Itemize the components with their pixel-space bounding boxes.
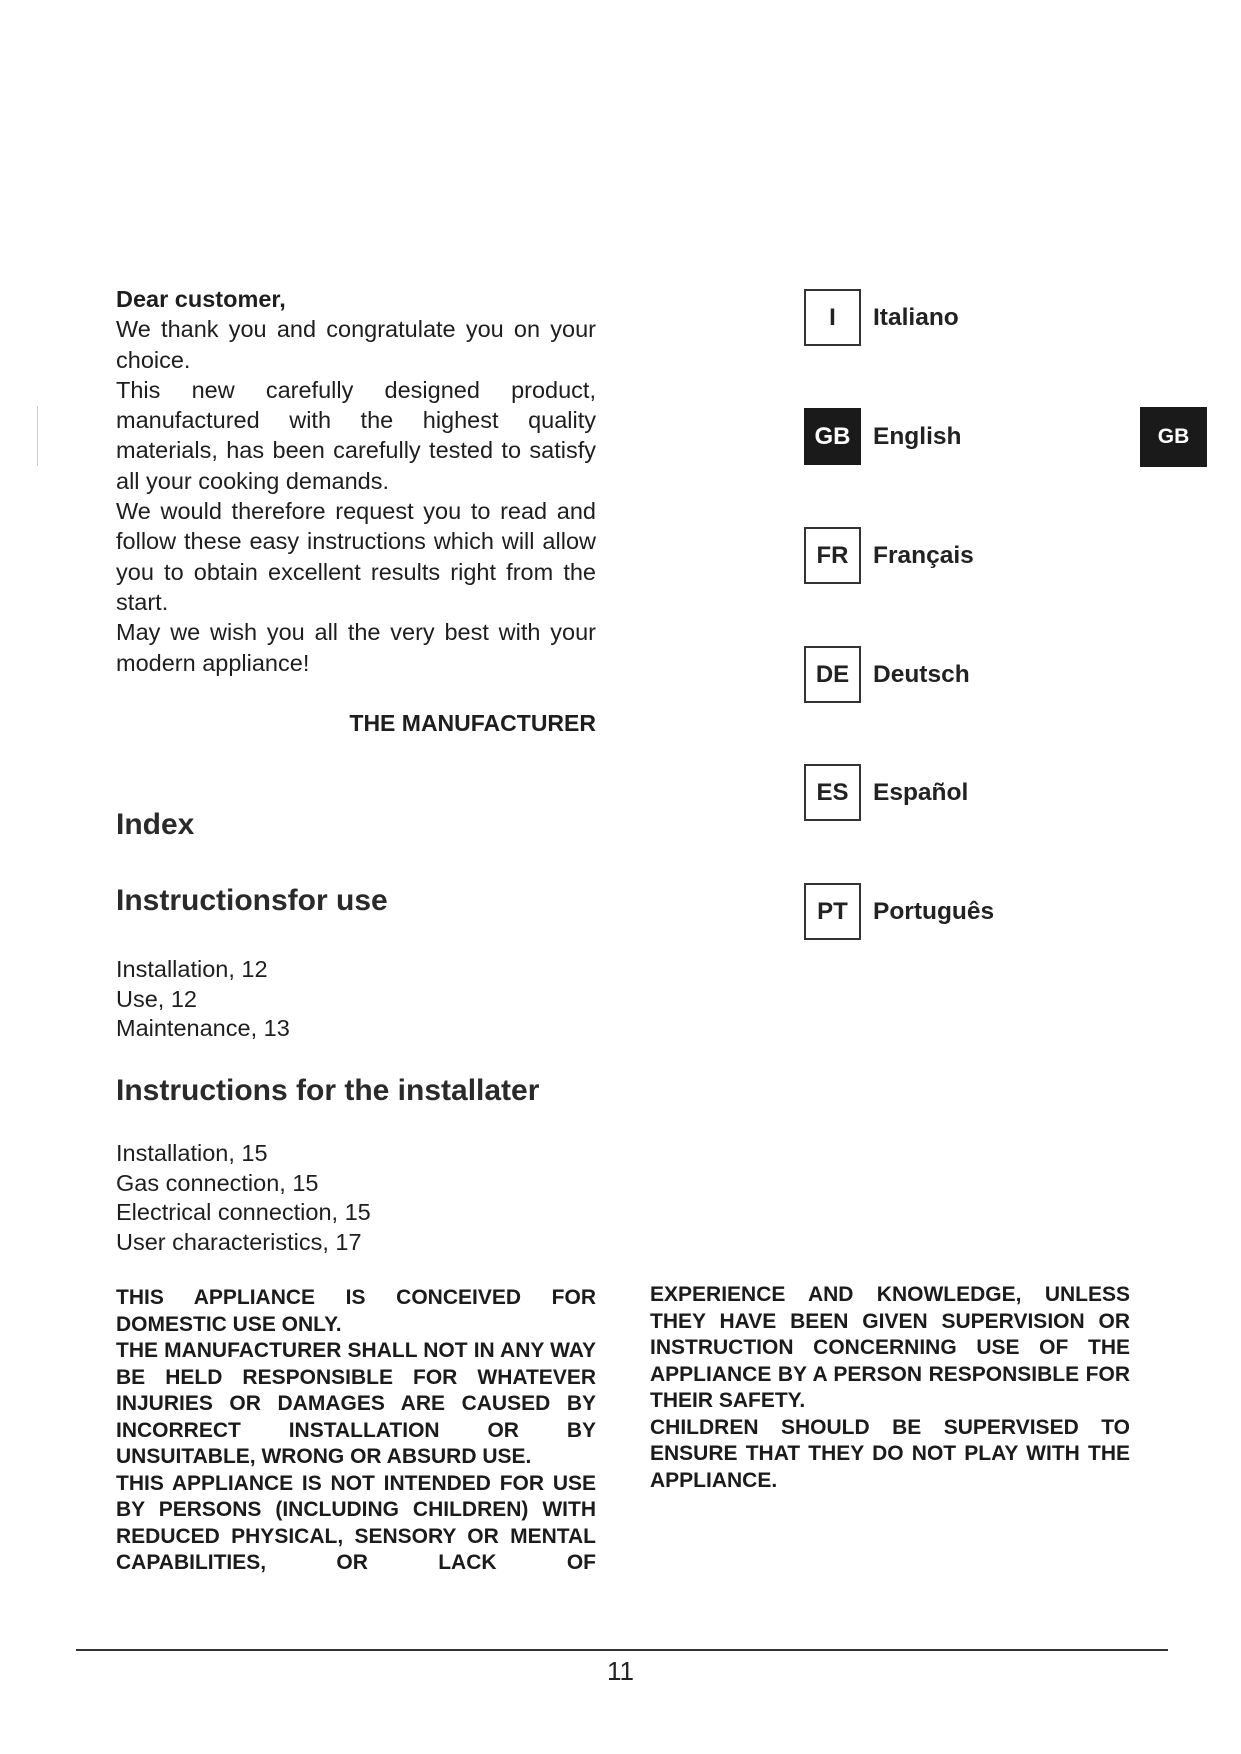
language-name: Italiano — [873, 303, 959, 331]
toc-item[interactable]: Maintenance, 13 — [116, 1015, 290, 1041]
language-name: English — [873, 422, 962, 450]
manufacturer-signature: THE MANUFACTURER — [349, 709, 596, 736]
side-language-tab: GB — [1140, 407, 1207, 467]
language-item-deutsch[interactable] — [804, 646, 970, 703]
toc-item[interactable]: Use, 12 — [116, 985, 197, 1012]
warning-paragraph: THE MANUFACTURER SHALL NOT IN ANY WAY BE HELD RESPONSIBLE FOR WHATEVER INJURIES OR DAMAGES ARE CAUSED BY INCORRECT INSTALLATION OR BY UNSUITABLE, WRONG OR ABSURD USE. — [116, 1339, 596, 1468]
toc-item[interactable]: Gas connection, 15 — [116, 1169, 319, 1196]
section-title-installer: Instructions for the installater — [116, 1074, 540, 1107]
intro-paragraph: We thank you and congratulate you on your choice. — [116, 316, 596, 373]
warning-paragraph: THIS APPLIANCE IS NOT INTENDED FOR USE BY PERSONS (INCLUDING CHILDREN) WITH REDUCED PHYSICAL, SENSORY OR MENTAL CAPABILITIES, OR LACK OF — [116, 1471, 596, 1574]
language-name: Português — [873, 897, 995, 925]
language-code-box: DE — [804, 646, 861, 703]
intro-paragraph: This new carefully designed product, manufactured with the highest quality materials, has been carefully tested to satisfy all your cooking demands. — [116, 376, 596, 494]
index-title: Index — [116, 808, 195, 841]
language-item-italiano[interactable] — [804, 289, 959, 346]
language-code-box: ES — [804, 764, 861, 821]
toc-item[interactable]: Installation, 15 — [116, 1140, 268, 1166]
safety-warning-right — [650, 1282, 1130, 1494]
toc-list-use — [116, 955, 290, 1044]
margin-mark — [37, 406, 38, 466]
toc-item[interactable]: Electrical connection, 15 — [116, 1199, 371, 1225]
toc-item[interactable]: User characteristics, 17 — [116, 1228, 362, 1255]
language-item-english[interactable] — [804, 408, 961, 465]
language-code-box: FR — [804, 527, 861, 584]
footer-divider — [76, 1649, 1168, 1651]
warning-paragraph: THIS APPLIANCE IS CONCEIVED FOR DOMESTIC USE ONLY. — [116, 1286, 596, 1336]
page-number: 11 — [607, 1656, 634, 1686]
language-item-espanol[interactable] — [804, 764, 968, 821]
warning-paragraph: CHILDREN SHOULD BE SUPERVISED TO ENSURE THAT THEY DO NOT PLAY WITH THE APPLIANCE. — [650, 1415, 1130, 1492]
language-name: Français — [873, 541, 974, 569]
language-item-francais[interactable] — [804, 527, 974, 584]
language-name: Deutsch — [873, 660, 970, 688]
intro-paragraph: May we wish you all the very best with your modern appliance! — [116, 619, 596, 676]
safety-warning-left — [116, 1285, 596, 1577]
language-name: Español — [873, 778, 969, 806]
greeting: Dear customer, — [116, 286, 286, 312]
toc-item[interactable]: Installation, 12 — [116, 956, 268, 982]
language-code-box: GB — [804, 408, 861, 465]
toc-list-installer — [116, 1139, 371, 1257]
warning-paragraph: EXPERIENCE AND KNOWLEDGE, UNLESS THEY HAVE BEEN GIVEN SUPERVISION OR INSTRUCTION CONCERNING USE OF THE APPLIANCE BY A PERSON RESPONSIBLE FOR THEIR SAFETY. — [650, 1283, 1130, 1412]
language-item-portugues[interactable] — [804, 883, 994, 940]
section-title-use: Instructionsfor use — [116, 884, 388, 917]
intro-paragraph: We would therefore request you to read and follow these easy instructions which will allow you to obtain excellent results right from the start. — [116, 498, 596, 615]
language-code-box: PT — [804, 883, 861, 940]
language-code-box: I — [804, 289, 861, 346]
intro-letter — [116, 284, 596, 738]
